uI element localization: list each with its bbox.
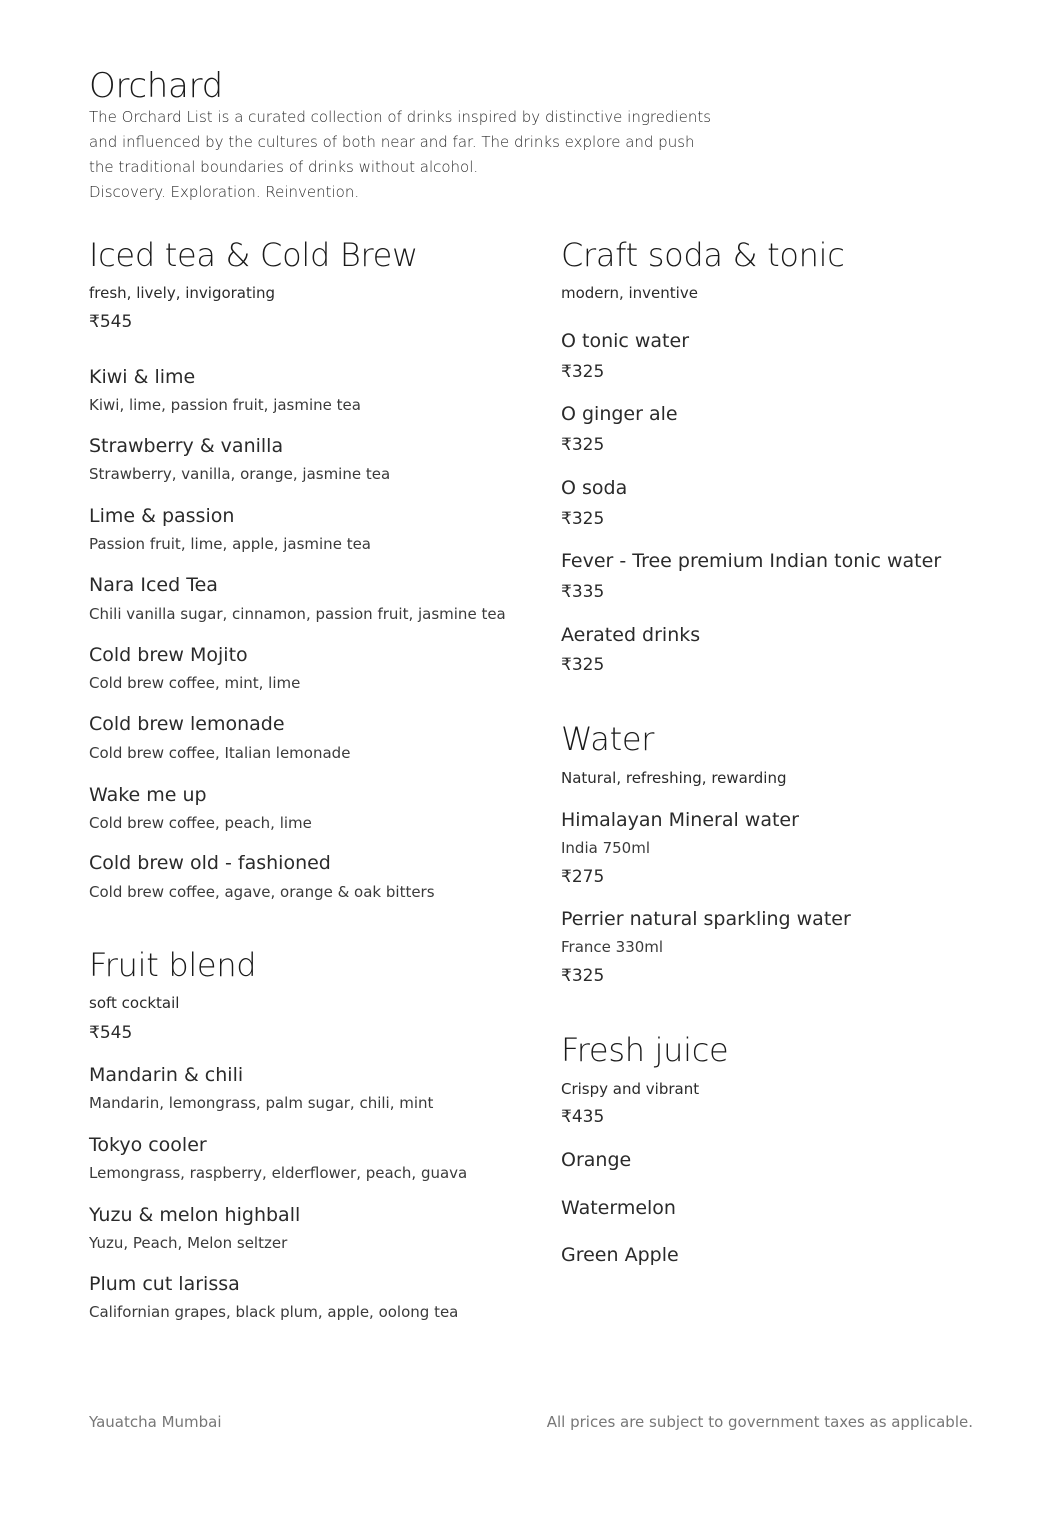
menu-item-desc: Cold brew coffee, Italian lemonade: [89, 744, 351, 762]
menu-item-desc: France 330ml: [561, 938, 664, 956]
menu-item-name: Yuzu & melon highball: [89, 1204, 301, 1226]
menu-item-desc: Passion fruit, lime, apple, jasmine tea: [89, 535, 371, 553]
menu-item-name: O soda: [561, 477, 628, 499]
section-price-iced-tea: ₹545: [89, 312, 133, 332]
menu-item-name: Green Apple: [561, 1244, 679, 1266]
menu-item-name: Watermelon: [561, 1197, 676, 1219]
intro-line-1: The Orchard List is a curated collection of drinks inspired by distinctive ingredients: [89, 108, 712, 126]
menu-item-desc: Strawberry, vanilla, orange, jasmine tea: [89, 465, 391, 483]
menu-item-name: Cold brew lemonade: [89, 713, 285, 735]
menu-item-desc: Kiwi, lime, passion fruit, jasmine tea: [89, 396, 361, 414]
menu-item-name: Mandarin & chili: [89, 1064, 244, 1086]
section-subtitle-fruit-blend: soft cocktail: [89, 994, 180, 1012]
section-subtitle-water: Natural, refreshing, rewarding: [561, 769, 787, 787]
menu-item-price: ₹325: [561, 509, 605, 529]
menu-item-desc: Chili vanilla sugar, cinnamon, passion fruit, jasmine tea: [89, 605, 506, 623]
menu-item-name: Aerated drinks: [561, 624, 701, 646]
menu-item-name: Plum cut larissa: [89, 1273, 240, 1295]
menu-item-name: Cold brew old - fashioned: [89, 852, 331, 874]
menu-item-name: Cold brew Mojito: [89, 644, 248, 666]
menu-item-name: Tokyo cooler: [89, 1134, 207, 1156]
section-subtitle-fresh-juice: Crispy and vibrant: [561, 1080, 700, 1098]
menu-item-desc: Lemongrass, raspberry, elderflower, peach, guava: [89, 1164, 468, 1182]
menu-item-name: Strawberry & vanilla: [89, 435, 284, 457]
menu-item-price: ₹325: [561, 362, 605, 382]
section-title-water: Water: [561, 720, 655, 758]
section-title-iced-tea: Iced tea & Cold Brew: [89, 236, 418, 274]
section-subtitle-craft-soda: modern, inventive: [561, 284, 698, 302]
section-price-fresh-juice: ₹435: [561, 1107, 605, 1127]
menu-item-price: ₹325: [561, 966, 605, 986]
menu-item-desc: Cold brew coffee, agave, orange & oak bitters: [89, 883, 435, 901]
page-title: Orchard: [89, 66, 223, 106]
intro-line-4: Discovery. Exploration. Reinvention.: [89, 183, 360, 201]
menu-item-desc: India 750ml: [561, 839, 650, 857]
menu-item-desc: Californian grapes, black plum, apple, oolong tea: [89, 1303, 459, 1321]
menu-item-name: Himalayan Mineral water: [561, 809, 799, 831]
menu-item-name: Nara Iced Tea: [89, 574, 218, 596]
menu-item-desc: Yuzu, Peach, Melon seltzer: [89, 1234, 288, 1252]
menu-item-price: ₹335: [561, 582, 605, 602]
menu-item-name: Perrier natural sparkling water: [561, 908, 851, 930]
menu-item-name: Wake me up: [89, 784, 207, 806]
section-price-fruit-blend: ₹545: [89, 1023, 133, 1043]
menu-item-name: Kiwi & lime: [89, 366, 196, 388]
section-title-craft-soda: Craft soda & tonic: [561, 236, 845, 274]
menu-item-name: Lime & passion: [89, 505, 235, 527]
menu-item-price: ₹325: [561, 655, 605, 675]
menu-item-desc: Mandarin, lemongrass, palm sugar, chili, mint: [89, 1094, 434, 1112]
section-title-fresh-juice: Fresh juice: [561, 1031, 729, 1069]
footer-restaurant-name: Yauatcha Mumbai: [89, 1413, 222, 1431]
menu-item-price: ₹325: [561, 435, 605, 455]
section-title-fruit-blend: Fruit blend: [89, 946, 257, 984]
section-subtitle-iced-tea: fresh, lively, invigorating: [89, 284, 276, 302]
menu-item-desc: Cold brew coffee, peach, lime: [89, 814, 312, 832]
menu-item-name: Fever - Tree premium Indian tonic water: [561, 550, 942, 572]
intro-line-3: the traditional boundaries of drinks without alcohol.: [89, 158, 479, 176]
menu-item-desc: Cold brew coffee, mint, lime: [89, 674, 301, 692]
menu-item-name: Orange: [561, 1149, 632, 1171]
intro-line-2: and influenced by the cultures of both near and far. The drinks explore and push: [89, 133, 695, 151]
menu-item-name: O tonic water: [561, 330, 690, 352]
menu-item-name: O ginger ale: [561, 403, 678, 425]
footer-tax-note: All prices are subject to government taxes as applicable.: [546, 1413, 973, 1431]
menu-item-price: ₹275: [561, 867, 605, 887]
